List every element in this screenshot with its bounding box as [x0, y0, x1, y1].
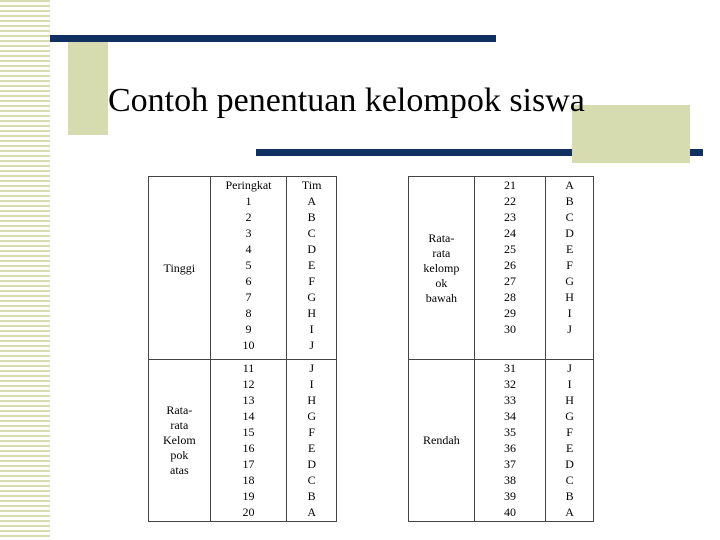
- rank-cell: [474, 360, 546, 522]
- rank-value: 13: [242, 393, 255, 407]
- team-value: B: [565, 194, 574, 208]
- team-value: A: [307, 194, 316, 208]
- group-label: atas: [170, 463, 189, 477]
- team-value: G: [565, 409, 574, 423]
- group-label: rata: [432, 245, 451, 260]
- rank-value: 35: [504, 425, 517, 439]
- decorative-square-right: [572, 105, 690, 163]
- rank-value: 19: [242, 489, 255, 503]
- team-value: B: [565, 489, 574, 503]
- rank-value: 15: [242, 425, 255, 439]
- table-row: [409, 177, 594, 360]
- team-cell: [546, 360, 594, 522]
- table-row: [149, 360, 337, 522]
- team-value: J: [309, 361, 314, 375]
- team-value: H: [307, 306, 316, 320]
- rank-value: 25: [504, 242, 517, 256]
- rank-cell: [474, 177, 546, 360]
- rank-value: 29: [504, 306, 517, 320]
- team-value: J: [567, 322, 572, 336]
- rank-value: 3: [245, 226, 252, 240]
- team-value: D: [307, 457, 316, 471]
- team-value: F: [566, 258, 573, 272]
- rank-value: 7: [245, 290, 252, 304]
- group-label-cell: [409, 177, 475, 360]
- team-value: G: [565, 274, 574, 288]
- team-value: B: [307, 210, 316, 224]
- rank-value: 18: [242, 473, 255, 487]
- rank-value: 14: [242, 409, 255, 423]
- rank-value: 11: [242, 361, 255, 375]
- rank-value: 28: [504, 290, 517, 304]
- rank-value: 40: [504, 505, 517, 519]
- rank-value: 39: [504, 489, 517, 503]
- group-label-cell: [149, 360, 211, 522]
- team-value: F: [308, 425, 315, 439]
- team-value: I: [309, 377, 314, 391]
- team-cell: [546, 177, 594, 360]
- rank-value: 33: [504, 393, 517, 407]
- rank-value: 27: [504, 274, 517, 288]
- team-value: F: [566, 425, 573, 439]
- group-label: bawah: [425, 290, 458, 305]
- team-value: A: [565, 505, 574, 519]
- group-label: Rata-: [428, 230, 455, 245]
- group-label: Kelom: [163, 433, 196, 447]
- rank-value: 8: [245, 306, 252, 320]
- ranking-table-left: [148, 176, 337, 522]
- rank-value: 21: [504, 178, 517, 192]
- rank-value: 23: [504, 210, 517, 224]
- rank-value: 9: [245, 322, 252, 336]
- group-label-cell: [149, 177, 211, 360]
- rank-value: 1: [245, 194, 252, 208]
- rank-value: 26: [504, 258, 517, 272]
- rank-value: 6: [245, 274, 252, 288]
- rank-value: 16: [242, 441, 255, 455]
- rank-value: 30: [504, 322, 517, 336]
- group-label: Rendah: [423, 433, 460, 447]
- team-value: E: [307, 441, 316, 455]
- rank-value: 24: [504, 226, 517, 240]
- team-value: F: [308, 274, 315, 288]
- team-value: G: [307, 290, 316, 304]
- team-value: A: [565, 178, 574, 192]
- team-value: C: [307, 226, 316, 240]
- rank-value: 36: [504, 441, 517, 455]
- team-value: D: [565, 226, 574, 240]
- team-value: H: [565, 393, 574, 407]
- rank-cell: [210, 177, 287, 360]
- team-value: A: [307, 505, 316, 519]
- team-value: D: [307, 242, 316, 256]
- team-value: H: [307, 393, 316, 407]
- table-row: [409, 360, 594, 522]
- team-value: H: [565, 290, 574, 304]
- team-value: E: [307, 258, 316, 272]
- team-value: C: [307, 473, 316, 487]
- rank-value: 22: [504, 194, 517, 208]
- team-cell: [287, 177, 337, 360]
- rank-value: 34: [504, 409, 517, 423]
- team-value: C: [565, 473, 574, 487]
- column-header-tim: Tim: [301, 178, 322, 192]
- rank-value: 31: [504, 361, 517, 375]
- rank-cell: [210, 360, 287, 522]
- rank-value: 32: [504, 377, 517, 391]
- group-label: Tinggi: [163, 260, 196, 275]
- rank-value: 12: [242, 377, 255, 391]
- team-value: J: [309, 338, 314, 352]
- group-label-cell: [409, 360, 475, 522]
- rank-value: 20: [242, 505, 255, 519]
- group-label: kelomp: [423, 260, 460, 275]
- decorative-square-left: [68, 35, 108, 135]
- team-cell: [287, 360, 337, 522]
- rank-value: 38: [504, 473, 517, 487]
- decorative-stripes: [0, 0, 50, 540]
- column-header-peringkat: Peringkat: [225, 178, 272, 192]
- team-value: B: [307, 489, 316, 503]
- team-value: G: [307, 409, 316, 423]
- team-value: J: [567, 361, 572, 375]
- slide-title: Contoh penentuan kelompok siswa: [108, 82, 585, 119]
- team-value: E: [565, 242, 574, 256]
- rank-value: 17: [242, 457, 255, 471]
- rank-value: 4: [245, 242, 252, 256]
- team-value: I: [309, 322, 314, 336]
- top-title-bar: [50, 35, 496, 42]
- team-value: E: [565, 441, 574, 455]
- team-value: I: [567, 377, 572, 391]
- table-row: [149, 177, 337, 360]
- ranking-table-right: [408, 176, 594, 522]
- team-value: I: [567, 306, 572, 320]
- team-value: C: [565, 210, 574, 224]
- group-label: rata: [170, 418, 189, 432]
- group-label: pok: [170, 448, 189, 462]
- rank-value: 10: [242, 338, 255, 352]
- group-label: ok: [435, 275, 448, 290]
- team-value: D: [565, 457, 574, 471]
- rank-value: 5: [245, 258, 252, 272]
- rank-value: 37: [504, 457, 517, 471]
- rank-value: 2: [245, 210, 252, 224]
- group-label: Rata-: [166, 403, 193, 417]
